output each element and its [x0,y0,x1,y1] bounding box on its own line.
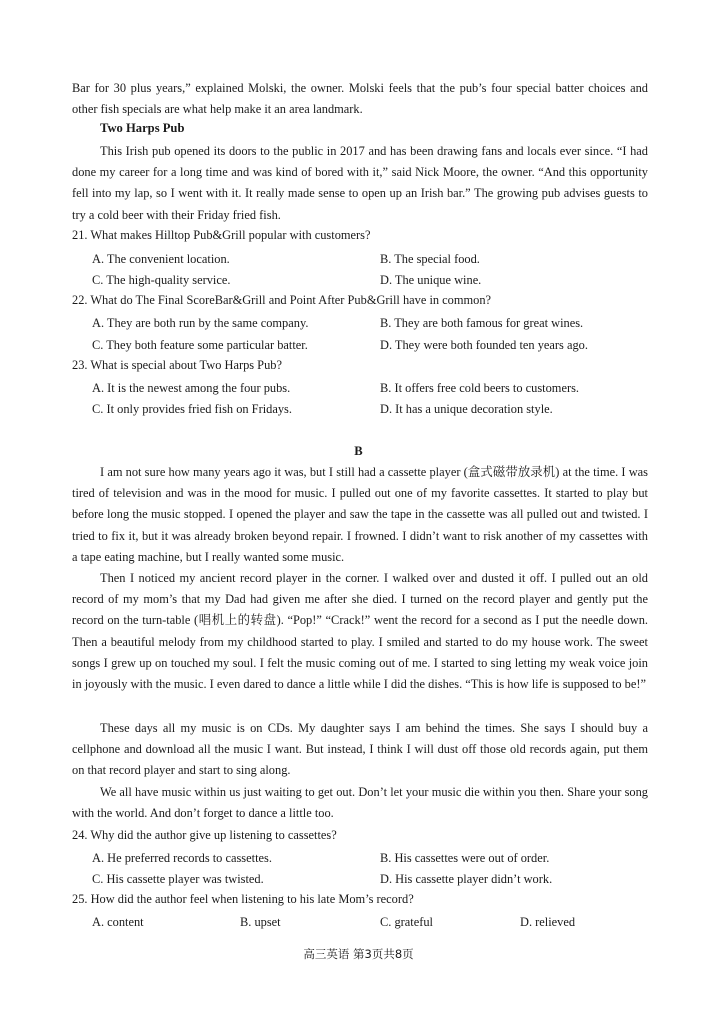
q25-option-d[interactable]: D. relieved [520,915,576,929]
q23-option-c[interactable]: C. It only provides fried fish on Fridays. [92,402,292,416]
question-24: 24. Why did the author give up listening to cassettes? [72,828,337,842]
two-harps-heading: Two Harps Pub [100,121,185,135]
question-21: 21. What makes Hilltop Pub&Grill popular with customers? [72,228,371,242]
two-harps-paragraph: This Irish pub opened its doors to the public in 2017 and has been drawing fans and locals ever since. “I had done my career for a long time and was kind of bored with it,” said Nick Moore, the owner. “And this opportunity fell into my lap, so I went with it. It really made sense to open up an Irish bar.” The growing pub advises guests to try a cold beer with their Friday fried fish. [72,144,648,222]
q23-option-d[interactable]: D. It has a unique decoration style. [380,402,553,416]
q25-option-b[interactable]: B. upset [240,915,281,929]
q23-option-a[interactable]: A. It is the newest among the four pubs. [92,381,291,395]
q21-option-c[interactable]: C. The high-quality service. [92,273,231,287]
q25-option-a[interactable]: A. content [92,915,144,929]
q25-option-c[interactable]: C. grateful [380,915,433,929]
q22-option-d[interactable]: D. They were both founded ten years ago. [380,338,588,352]
q24-option-c[interactable]: C. His cassette player was twisted. [92,872,264,886]
question-22: 22. What do The Final ScoreBar&Grill and Point After Pub&Grill have in common? [72,293,492,307]
section-b-paragraph-1: I am not sure how many years ago it was, but I still had a cassette player (盒式磁带放录机) at the time. I was tired of television and was in the mood for music. I pulled out one of my favorite cassettes. It started to play but before long the music stopped. I opened the player and saw the tape in the cassette was all pulled out and twisted. I tried to fix it, but it was already broken beyond repair. I frowned. I didn’t want to risk another of my cassettes with a tape eating machine, but I really wanted some music. [72,465,648,564]
section-b-paragraph-2: Then I noticed my ancient record player in the corner. I walked over and dusted it off. I pulled out an old record of my mom’s that my Dad had given me after she died. I turned on the record player and gently put the record on the turn-table (唱机上的转盘). “Pop!” “Crack!” went the record for a second as I put the needle down. Then a beautiful melody from my childhood started to play. I smiled and started to do my house work. The sweet songs I grew up on touched my soul. I felt the music coming out of me. I started to sing letting my weak voice join in joyously with the music. I even dared to dance a little while I did the dishes. “This is how life is supposed to be!” [72,571,648,692]
q23-option-b[interactable]: B. It offers free cold beers to customers. [380,381,579,395]
q22-option-a[interactable]: A. They are both run by the same company. [92,316,309,330]
q22-option-c[interactable]: C. They both feature some particular batter. [92,338,308,352]
section-b-paragraph-3: These days all my music is on CDs. My daughter says I am behind the times. She says I should buy a cellphone and download all the music I want. But instead, I think I will dust off those old records again, put them on that record player and start to sing along. [72,721,648,778]
intro-paragraph: Bar for 30 plus years,” explained Molski, the owner. Molski feels that the pub’s four special batter choices and other fish specials are what help make it an area landmark. [72,81,648,117]
question-23: 23. What is special about Two Harps Pub? [72,358,282,372]
section-b-paragraph-4: We all have music within us just waiting to get out. Don’t let your music die within you then. Share your song with the world. And don’t forget to dance a little too. [72,785,648,821]
q21-option-d[interactable]: D. The unique wine. [380,273,482,287]
question-25: 25. How did the author feel when listening to his late Mom’s record? [72,892,414,906]
q22-option-b[interactable]: B. They are both famous for great wines. [380,316,584,330]
q24-option-a[interactable]: A. He preferred records to cassettes. [92,851,272,865]
section-b-label: B [354,444,363,458]
page-footer: 高三英语 第3页共8页 [303,947,414,961]
q21-option-a[interactable]: A. The convenient location. [92,252,230,266]
q21-option-b[interactable]: B. The special food. [380,252,480,266]
q24-option-b[interactable]: B. His cassettes were out of order. [380,851,550,865]
q24-option-d[interactable]: D. His cassette player didn’t work. [380,872,553,886]
